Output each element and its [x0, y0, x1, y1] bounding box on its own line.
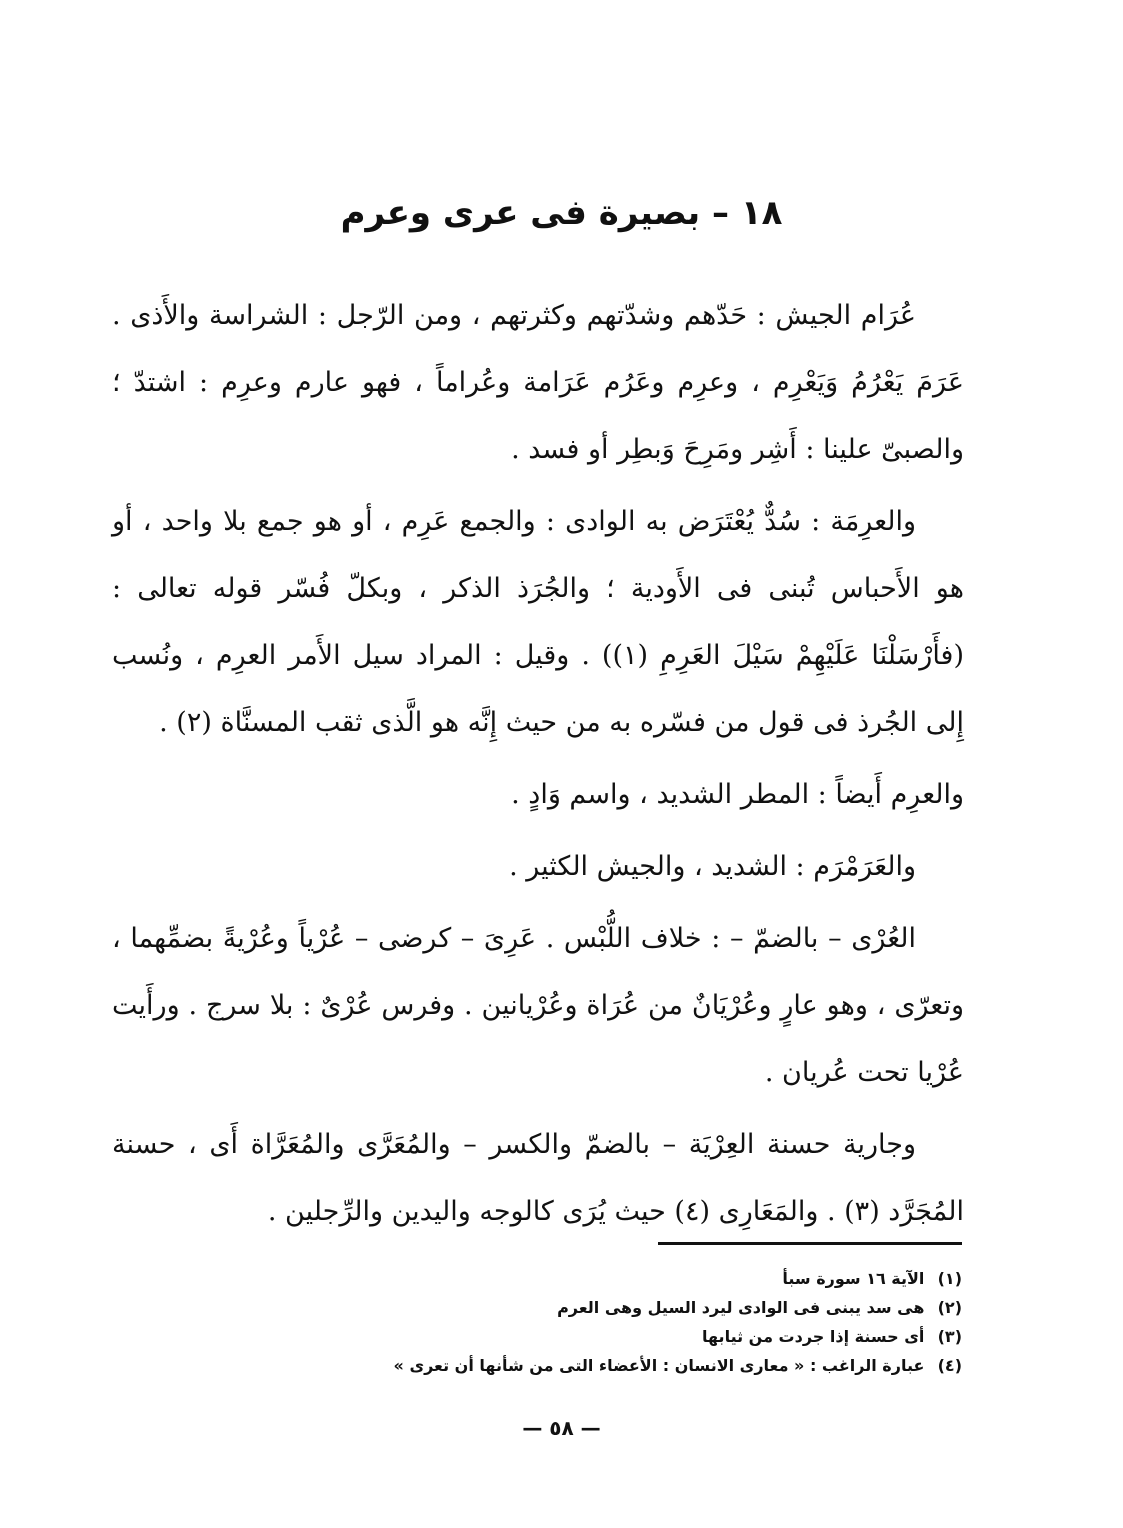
footnote: [290, 1351, 962, 1380]
paragraph: والعرِمَة : سُدٌّ يُعْتَرَض به الوادى : والجمع عَرِم ، أو هو جمع بلا واحد ، أو هو الأَحباس تُبنى فى الأَودية ؛ والجُرَذ الذكر ، وبكلّ فُسّر قوله تعالى : (فأَرْسَلْنَا عَلَيْهِمْ سَيْلَ العَرِمِ (١)) . وقيل : المراد سيل الأَمر العرِم ، ونُسب إِلى الجُرذ فى قول من فسّره به من حيث إِنَّه هو الَّذى ثقب المسنَّاة (٢) .: [112, 506, 964, 738]
paragraph: وجارية حسنة العِرْيَة – بالضمّ والكسر – والمُعَرَّى والمُعَرَّاة أَى ، حسنة المُجَرَّد (٣) . والمَعَارِى (٤) حيث يُرَى كالوجه واليدين والرِّجلين .: [112, 1129, 964, 1227]
page-number: — ٥٨ —: [522, 1416, 601, 1440]
footnote-text: الآية ١٦ سورة سبأ: [782, 1269, 925, 1288]
footnote: [290, 1264, 962, 1293]
footnote-number: (٤): [937, 1356, 962, 1375]
footnote: [290, 1293, 962, 1322]
paragraph: العُرْى – بالضمّ – : خلاف اللُّبْس . عَرِىَ – كرضى – عُرْياً وعُرْيةً بضمِّهما ، وتعرّى ، وهو عارٍ وعُرْيَانٌ من عُرَاة وعُرْيانين . وفرس عُرْىٌ : بلا سرج . ورأَيت عُرْيا تحت عُريان .: [112, 923, 964, 1088]
footnote-number: (٣): [937, 1327, 962, 1346]
body-text: [112, 282, 964, 1250]
paragraph: والعَرَمْرَم : الشديد ، والجيش الكثير .: [509, 851, 916, 882]
footnote-text: عبارة الراغب : « معارى الانسان : الأعضاء التى من شأنها أن تعرى »: [393, 1356, 925, 1375]
footnote-number: (١): [937, 1269, 962, 1288]
footnote-divider: [658, 1242, 962, 1245]
footnote-number: (٢): [937, 1298, 962, 1317]
footnote: [290, 1322, 962, 1351]
paragraph: والعرِم أَيضاً : المطر الشديد ، واسم وَادٍ .: [511, 779, 964, 810]
paragraph: عُرَام الجيش : حَدّهم وشدّتهم وكثرتهم ، ومن الرّجل : الشراسة والأَذى . عَرَمَ يَعْرُمُ وَيَعْرِم ، وعرِم وعَرُم عَرَامة وعُراماً ، فهو عارم وعرِم : اشتدّ ؛ والصبىّ علينا : أَشِر ومَرِحَ وَبطِر أو فسد .: [112, 300, 964, 465]
footnotes: [290, 1264, 962, 1380]
footnote-text: أى حسنة إذا جردت من ثيابها: [701, 1327, 925, 1346]
section-heading: ١٨ – بصيرة فى عرى وعرم: [340, 193, 783, 233]
footnote-text: هى سد يبنى فى الوادى ليرد السيل وهى العرم: [557, 1298, 925, 1317]
